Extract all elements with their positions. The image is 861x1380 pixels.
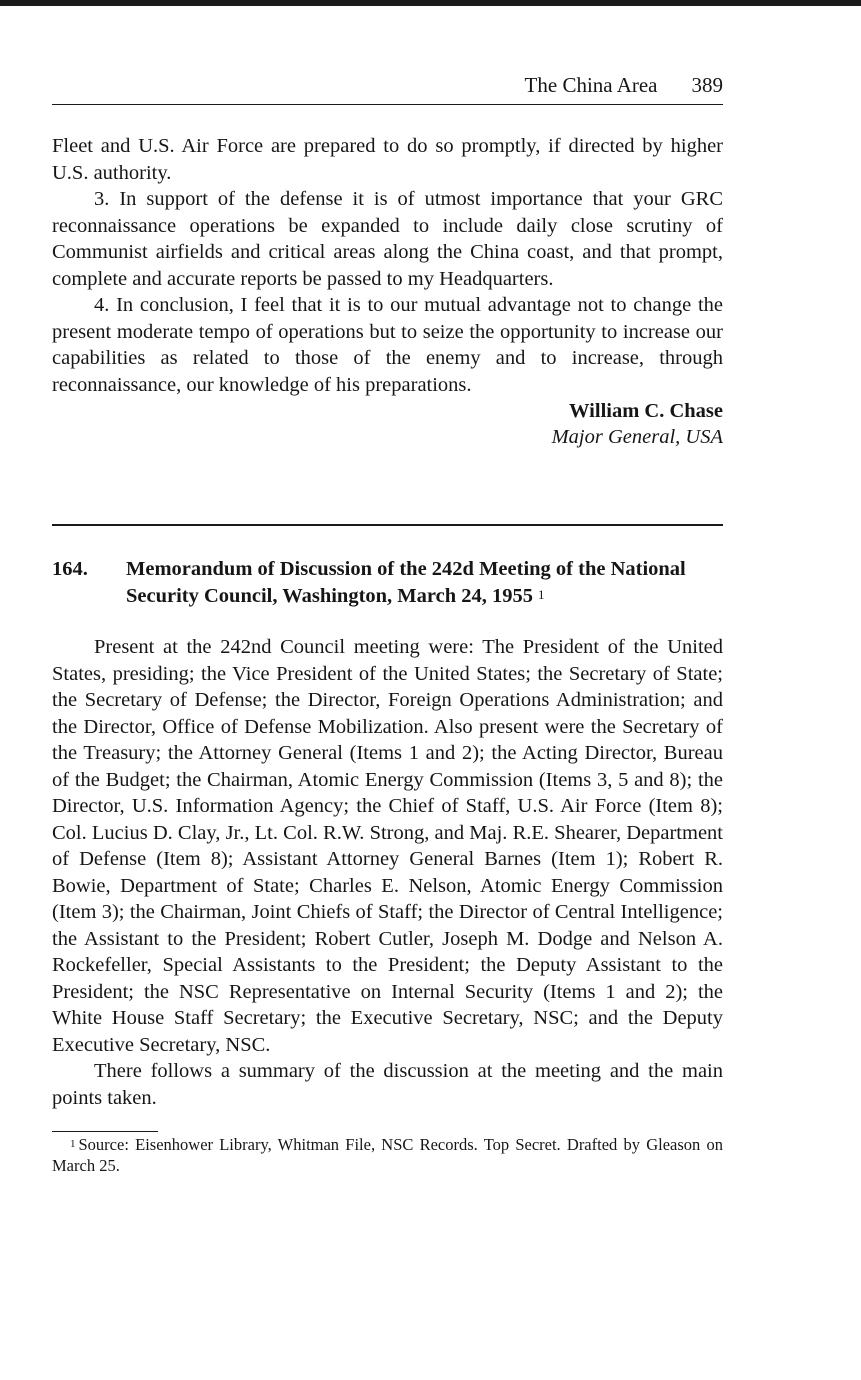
signature-block bbox=[52, 398, 723, 450]
paragraph-4: 4. In conclusion, I feel that it is to our mutual advantage not to change the present moderate tempo of operations but to seize the opportunity to increase our capabilities as related to those of the enemy and to increase, through reconnaissance, our knowledge of his preparations. bbox=[52, 294, 723, 396]
document-number: 164. bbox=[52, 558, 88, 580]
section-divider bbox=[52, 524, 723, 526]
summary-paragraph: There follows a summary of the discussion at the meeting and the main points taken. bbox=[52, 1060, 723, 1109]
document-page bbox=[52, 72, 723, 1176]
continued-letter bbox=[52, 133, 723, 398]
running-head bbox=[52, 72, 723, 105]
page-number: 389 bbox=[691, 73, 723, 97]
footnote-marker: 1 bbox=[70, 1138, 76, 1150]
document-heading bbox=[52, 556, 723, 610]
paragraph-3: 3. In support of the defense it is of utmost importance that your GRC reconnaissance operations be expanded to include daily close scrutiny of Communist airfields and critical areas along the China coast, and that prompt, complete and accurate reports be passed to my Headquarters. bbox=[52, 188, 723, 290]
footnote-reference: 1 bbox=[538, 587, 545, 602]
signature-title: Major General, USA bbox=[551, 426, 723, 448]
footnote-rule bbox=[52, 1131, 158, 1132]
attendance-paragraph: Present at the 242nd Council meeting were: The President of the United States, presiding; the Vice President of the United States; the Secretary of State; the Secretary of Defense; the Director, Foreign Operations Administration; and the Director, Office of Defense Mobilization. Also present were the Secretary of the Treasury; the Attorney General (Items 1 and 2); the Acting Director, Bureau of the Budget; the Chairman, Atomic Energy Commission (Items 3, 5 and 8); the Director, U.S. Information Agency; the Chief of Staff, U.S. Air Force (Item 8); Col. Lucius D. Clay, Jr., Lt. Col. R.W. Strong, and Maj. R.E. Shearer, Department of Defense (Item 8); Assistant Attorney General Barnes (Item 1); Robert R. Bowie, Department of State; Charles E. Nelson, Atomic Energy Commission (Item 3); the Chairman, Joint Chiefs of Staff; the Director of Central Intelligence; the Assistant to the President; Robert Cutler, Joseph M. Dodge and Nelson A. Rockefeller, Special Assistants to the President; the Deputy Assistant to the President; the NSC Representative on Internal Security (Items 1 and 2); the White House Staff Secretary; the Executive Secretary, NSC; and the Deputy Executive Secretary, NSC. bbox=[52, 636, 723, 1056]
paragraph-continued: Fleet and U.S. Air Force are prepared to do so promptly, if directed by higher U.S. authority. bbox=[52, 135, 723, 184]
signature-name: William C. Chase bbox=[569, 400, 723, 422]
scan-top-border bbox=[0, 0, 861, 6]
running-head-title: The China Area bbox=[524, 73, 658, 97]
document-body bbox=[52, 634, 723, 1111]
footnote bbox=[52, 1134, 723, 1176]
footnote-text: Source: Eisenhower Library, Whitman File, NSC Records. Top Secret. Drafted by Gleason on March 25. bbox=[52, 1135, 723, 1175]
document-title-wrap bbox=[126, 556, 723, 610]
document-title: Memorandum of Discussion of the 242d Meeting of the National Security Council, Washington, March 24, 1955 bbox=[126, 558, 686, 607]
